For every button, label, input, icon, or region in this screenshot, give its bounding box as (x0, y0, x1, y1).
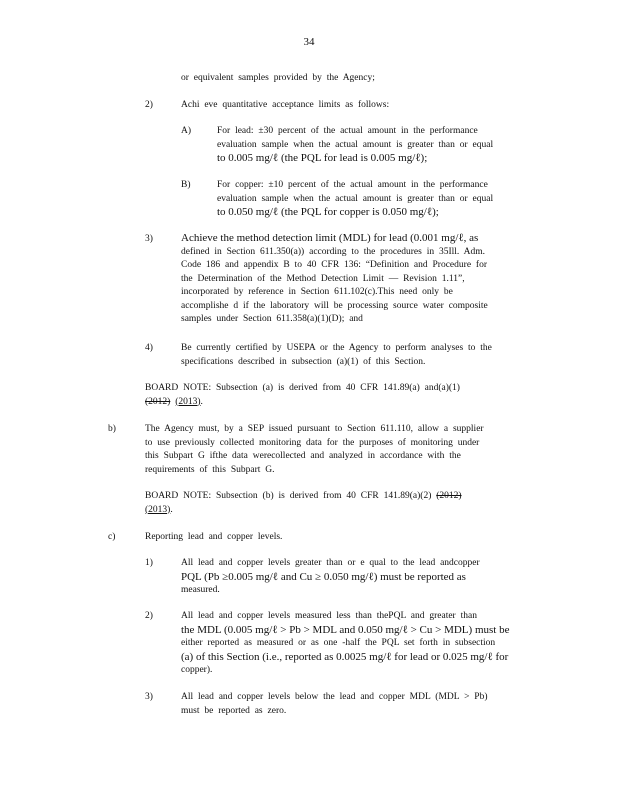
item-2b-text (217, 179, 493, 220)
struck-citation-year: (2012) (145, 396, 171, 407)
board-note-line: BOARD NOTE: Subsection (b) is derived from 40 CFR 141.89(a)(2) (145, 491, 432, 501)
item-3-line: samples under Section 611.358(a)(1)(D); and (181, 314, 363, 324)
section-b-line: this Subpart G ifthe data werecollected and analyzed in accordance with the (145, 451, 461, 461)
item-3-text (181, 232, 488, 327)
struck-citation-year: (2012) (436, 491, 462, 501)
item-3-line: defined in Section 611.350(a)) according to the procedures in 35Ill. Adm. (181, 246, 486, 257)
item-c2-line: All lead and copper levels measured less than thePQL and greater than (181, 611, 477, 621)
item-2-label: 2) (145, 100, 153, 110)
item-2b-line: For copper: ±10 percent of the actual amount in the performance (217, 180, 488, 190)
board-note-b (145, 490, 462, 517)
section-c-title: Reporting lead and copper levels. (145, 532, 283, 542)
section-b-line: The Agency must, by a SEP issued pursuant to Section 611.110, allow a supplier (145, 424, 484, 434)
continuation-line: or equivalent samples provided by the Agency; (181, 73, 375, 83)
item-3-line: incorporated by reference in Section 611.102(c).This need only be (181, 287, 453, 297)
item-3-line: the Determination of the Method Detection Limit — Revision 1.11”, (181, 273, 465, 284)
item-c1-line: All lead and copper levels greater than or e qual to the lead andcopper (181, 558, 480, 568)
item-c3-text (181, 691, 488, 718)
section-c-label: c) (108, 532, 116, 542)
item-c1-text (181, 557, 480, 598)
item-2a-text (217, 125, 493, 166)
item-3-line: Code 186 and appendix B to 40 CFR 136: “Definition and Procedure for (181, 260, 487, 270)
item-c2-line: either reported as measured or as one -half the PQL set forth in subsection (181, 638, 496, 648)
item-c3-line: All lead and copper levels below the lead and copper MDL (MDL > Pb) (181, 692, 488, 702)
board-note-a (145, 382, 460, 409)
item-c1-line: measured. (181, 585, 220, 595)
item-c3-line: must be reported as zero. (181, 705, 287, 716)
board-note-line: BOARD NOTE: Subsection (a) is derived from 40 CFR 141.89(a) and(a)(1) (145, 383, 460, 393)
item-2b-line: evaluation sample when the actual amount is greater than or equal (217, 193, 494, 204)
item-2a-label: A) (181, 126, 192, 136)
note-period: . (170, 504, 173, 515)
item-2a-line: For lead: ±30 percent of the actual amount in the performance (217, 126, 478, 136)
item-c2-label: 2) (145, 611, 153, 621)
page-number: 34 (303, 36, 315, 48)
section-b-text (145, 423, 484, 477)
item-c1-line: PQL (Pb ≥0.005 mg/ℓ and Cu ≥ 0.050 mg/ℓ) must be reported as (181, 570, 466, 583)
section-b-line: to use previously collected monitoring data for the purposes of monitoring under (145, 437, 480, 448)
item-2b-label: B) (181, 180, 191, 190)
item-3-line: Achieve the method detection limit (MDL) for lead (0.001 mg/ℓ, as (181, 232, 479, 244)
item-c2-line: copper). (181, 665, 213, 675)
section-b-label: b) (108, 424, 116, 434)
item-2a-line: to 0.005 mg/ℓ (the PQL for lead is 0.005 mg/ℓ); (217, 152, 428, 164)
item-2-text: Achi eve quantitative acceptance limits as follows: (181, 100, 390, 110)
item-4-text (181, 342, 492, 369)
item-2b-line: to 0.050 mg/ℓ (the PQL for copper is 0.050 mg/ℓ); (217, 206, 439, 218)
item-4-line: Be currently certified by USEPA or the Agency to perform analyses to the (181, 343, 492, 353)
item-3-line: accomplishe d if the laboratory will be processing source water composite (181, 300, 488, 311)
inserted-citation-year: (2013) (175, 396, 201, 407)
item-c2-line: (a) of this Section (i.e., reported as 0.0025 mg/ℓ for lead or 0.025 mg/ℓ for (181, 650, 509, 663)
item-c2-text (181, 610, 509, 678)
item-4-line: specifications described in subsection (a)(1) of this Section. (181, 356, 426, 367)
section-b-line: requirements of this Subpart G. (145, 464, 275, 475)
item-2a-line: evaluation sample when the actual amount is greater than or equal (217, 139, 494, 150)
inserted-citation-year: (2013) (145, 504, 171, 515)
item-c2-line: the MDL (0.005 mg/ℓ > Pb > MDL and 0.050 mg/ℓ > Cu > MDL) must be (181, 623, 510, 636)
item-4-label: 4) (145, 343, 153, 353)
note-period: . (200, 396, 203, 407)
item-c1-label: 1) (145, 558, 153, 568)
item-3-label: 3) (145, 234, 153, 244)
item-c3-label: 3) (145, 692, 153, 702)
